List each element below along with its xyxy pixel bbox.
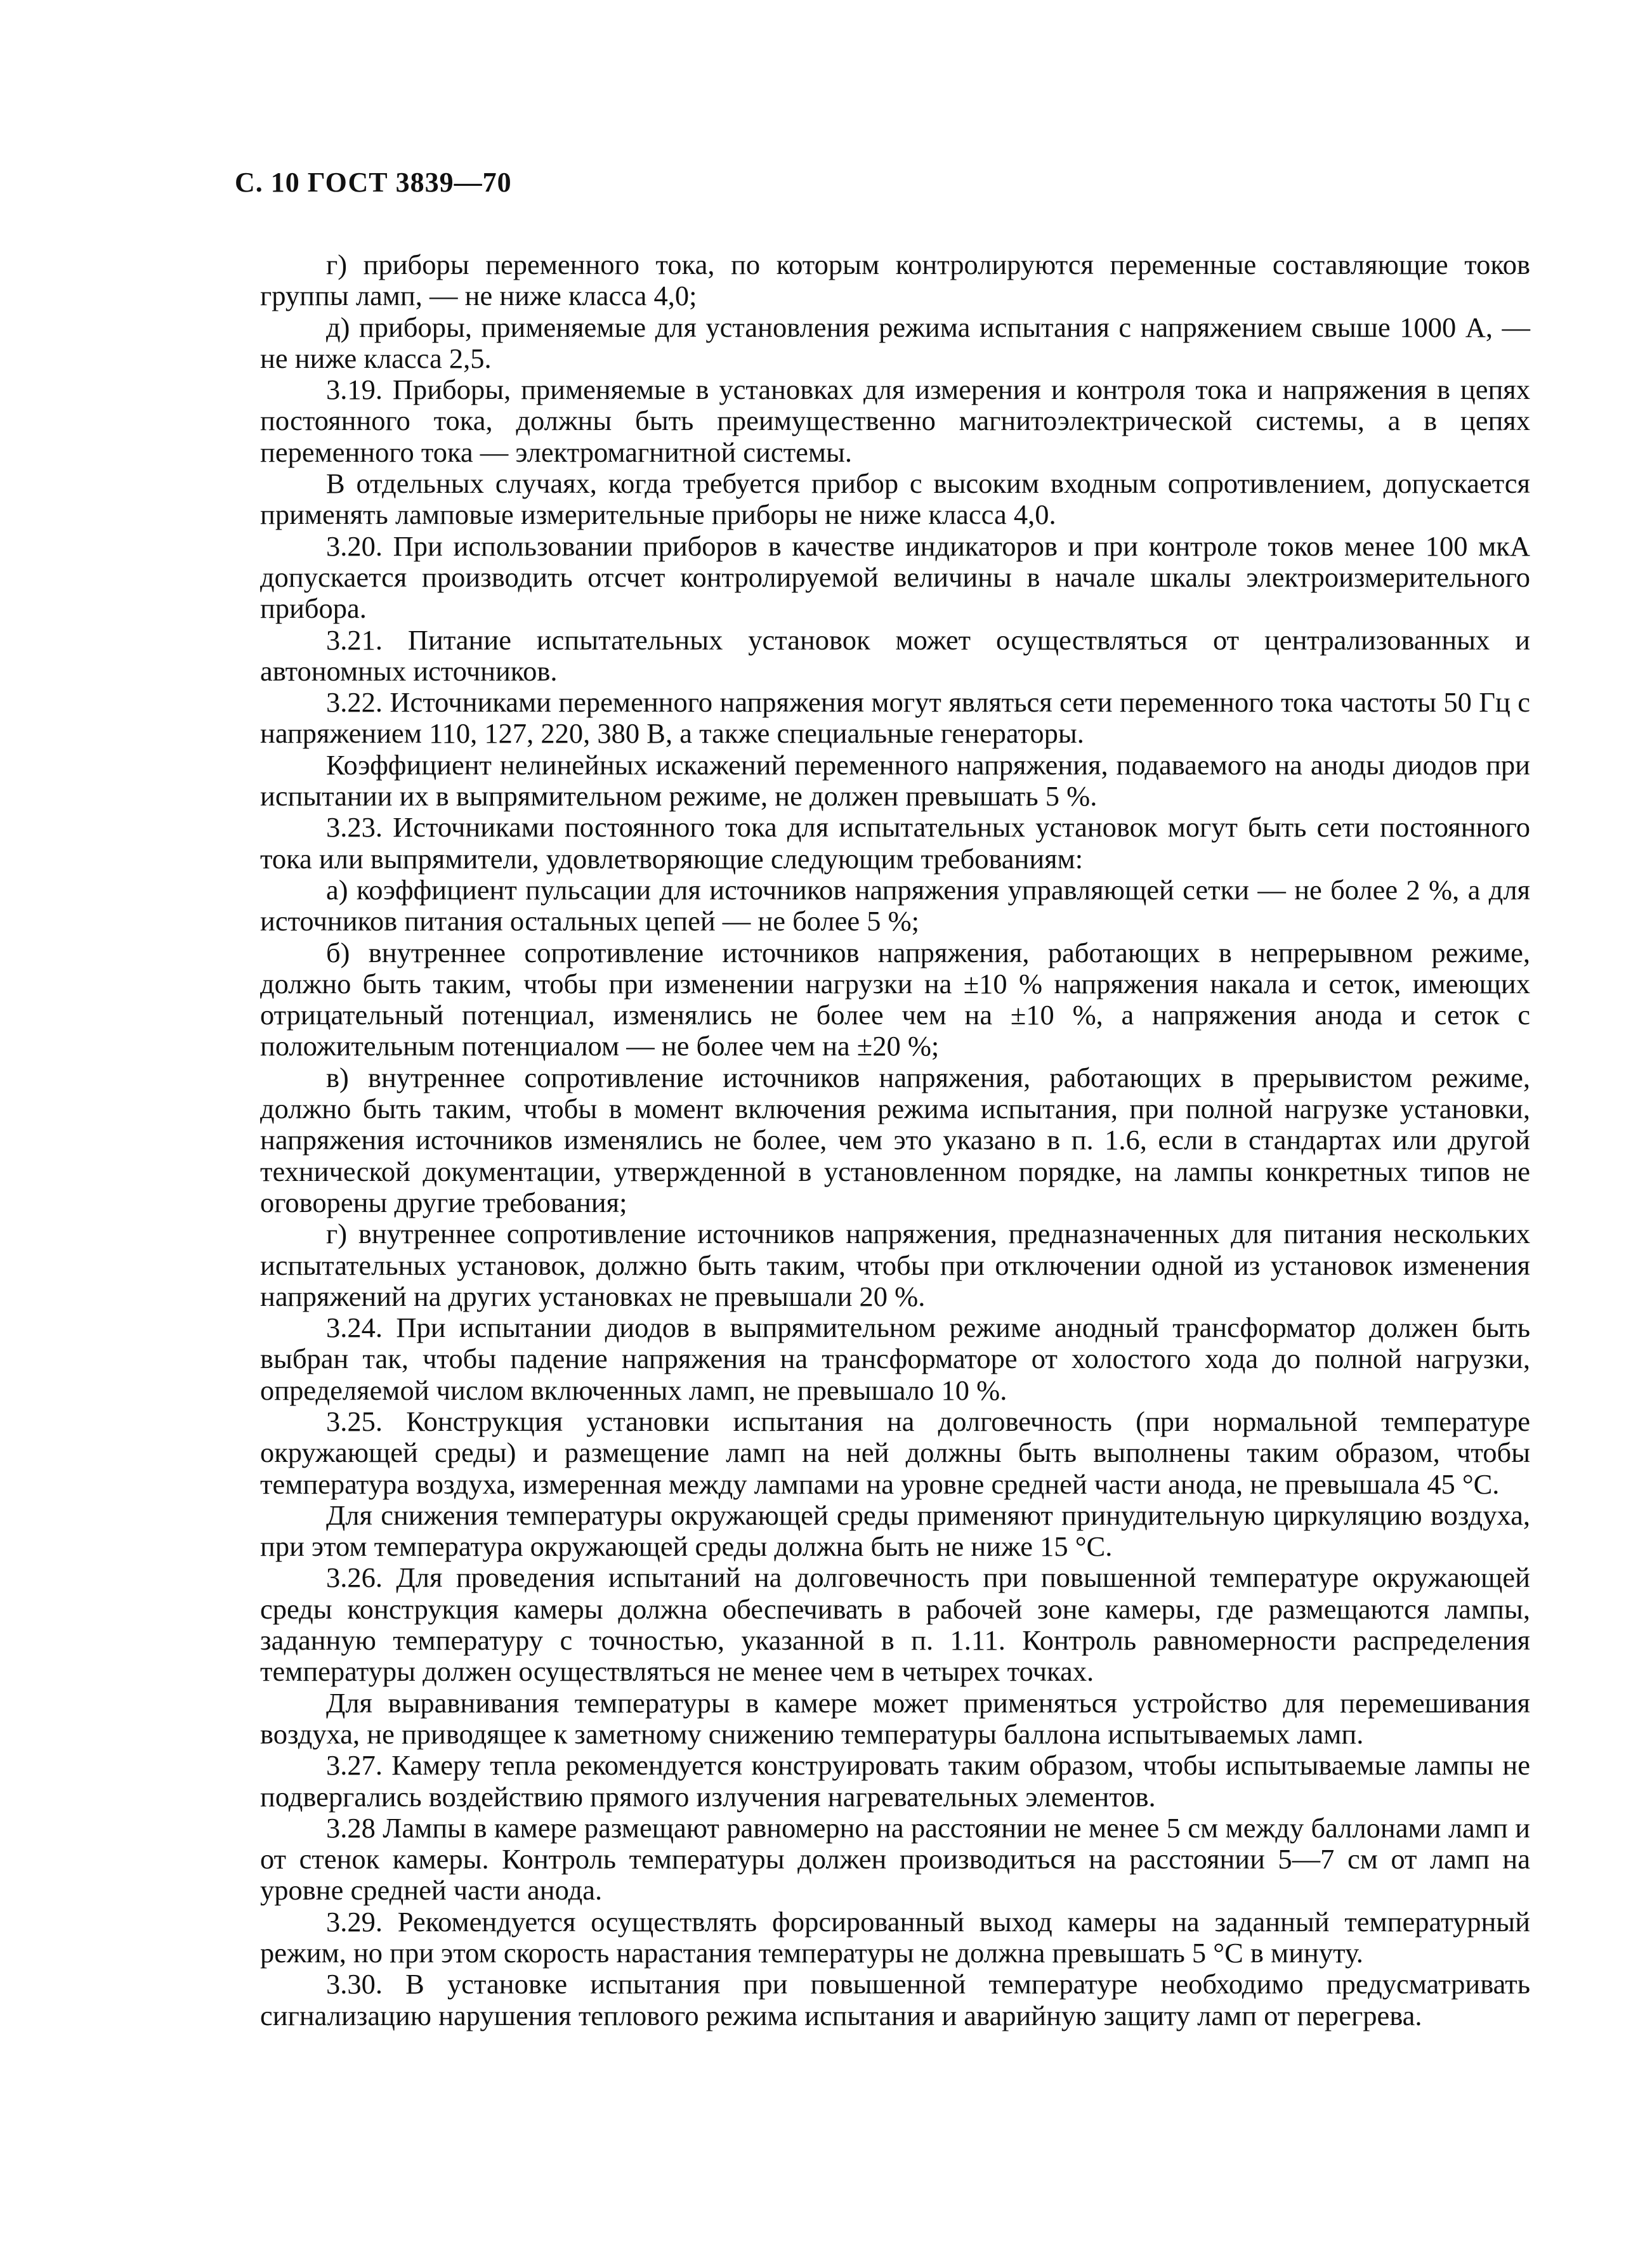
paragraph-3-30: 3.30. В установке испытания при повышенной температуре необходимо предусматривать сигнализацию нарушения теплового режима испытания и аварийную защиту ламп от перегрева. [260, 1968, 1530, 2031]
paragraph-3-23-v: в) внутреннее сопротивление источников напряжения, работающих в прерывистом режиме, должно быть таким, чтобы в момент включения режима испытания, при полной нагрузке установки, напряжения источников изменялись не более, чем это указано в п. 1.6, если в стандартах или другой технической документации, утвержденной в установленном порядке, на лампы конкретных типов не оговорены другие требования; [260, 1061, 1530, 1218]
paragraph-3-26-note: Для выравнивания температуры в камере может применяться устройство для перемешивания воздуха, не приводящее к заметному снижению температуры баллона испытываемых ламп. [260, 1686, 1530, 1750]
paragraph-3-25-note: Для снижения температуры окружающей среды применяют принудительную циркуляцию воздуха, при этом температура окружающей среды должна быть не ниже 15 °С. [260, 1499, 1530, 1563]
page-label: С. 10 [235, 167, 300, 198]
paragraph-3-23-a: а) коэффициент пульсации для источников напряжения управляющей сетки — не более 2 %, а для источников питания остальных цепей — не более 5 %; [260, 873, 1530, 937]
paragraph-3-25: 3.25. Конструкция установки испытания на долговечность (при нормальной температуре окружающей среды) и размещение ламп на ней должны быть выполнены таким образом, чтобы температура воздуха, измеренная между лампами на уровне средней части анода, не превышала 45 °С. [260, 1405, 1530, 1500]
paragraph-3-23-g: г) внутреннее сопротивление источников напряжения, предназначенных для питания нескольких испытательных установок, должно быть таким, чтобы при отключении одной из установок изменения напряжений на других установках не превышали 20 %. [260, 1218, 1530, 1312]
paragraph-item-g: г) приборы переменного тока, по которым контролируются переменные составляющие токов группы ламп, — не ниже класса 4,0; [260, 249, 1530, 312]
paragraph-3-26: 3.26. Для проведения испытаний на долговечность при повышенной температуре окружающей среды конструкция камеры должна обеспечивать в рабочей зоне камеры, где размещаются лампы, заданную температуру с точностью, указанной в п. 1.11. Контроль равномерности распределения температуры должен осуществляться не менее чем в четырех точках. [260, 1561, 1530, 1688]
paragraph-3-22-note: Коэффициент нелинейных искажений переменного напряжения, подаваемого на аноды диодов при испытании их в выпрямительном режиме, не должен превышать 5 %. [260, 748, 1530, 812]
paragraph-3-21: 3.21. Питание испытательных установок может осуществляться от централизованных и автономных источников. [260, 623, 1530, 687]
paragraph-3-19: 3.19. Приборы, применяемые в установках для измерения и контроля тока и напряжения в цепях постоянного тока, должны быть преимущественно магнитоэлектрической системы, а в цепях переменного тока — электромагнитной системы. [260, 374, 1530, 468]
paragraph-3-22: 3.22. Источниками переменного напряжения могут являться сети переменного тока частоты 50 Гц с напряжением 110, 127, 220, 380 В, а также специальные генераторы. [260, 686, 1530, 750]
document-body [260, 249, 1530, 2031]
paragraph-3-20: 3.20. При использовании приборов в качестве индикаторов и при контроле токов менее 100 мкА допускается производить отсчет контролируемой величины в начале шкалы электроизмерительного прибора. [260, 530, 1530, 625]
paragraph-3-28: 3.28 Лампы в камере размещают равномерно на расстоянии не менее 5 см между баллонами ламп и от стенок камеры. Контроль температуры должен производиться на расстоянии 5—7 см от ламп на уровне средней части анода. [260, 1811, 1530, 1906]
paragraph-3-24: 3.24. При испытании диодов в выпрямительном режиме анодный трансформатор должен быть выбран так, чтобы падение напряжения на трансформаторе от холостого хода до полной нагрузки, определяемой числом включенных ламп, не превышало 10 %. [260, 1312, 1530, 1406]
paragraph-3-23-b: б) внутреннее сопротивление источников напряжения, работающих в непрерывном режиме, должно быть таким, чтобы при изменении нагрузки на ±10 % напряжения накала и сеток, имеющих отрицательный потенциал, изменялись не более чем на ±10 %, а напряжения анода и сеток с положительным потенциалом — не более чем на ±20 %; [260, 936, 1530, 1062]
paragraph-3-23: 3.23. Источниками постоянного тока для испытательных установок могут быть сети постоянного тока или выпрямители, удовлетворяющие следующим требованиям: [260, 811, 1530, 875]
standard-title: ГОСТ 3839—70 [307, 167, 512, 198]
paragraph-3-27: 3.27. Камеру тепла рекомендуется конструировать таким образом, чтобы испытываемые лампы не подвергались воздействию прямого излучения нагревательных элементов. [260, 1749, 1530, 1813]
paragraph-item-d: д) приборы, применяемые для установления режима испытания с напряжением свыше 1000 А, — не ниже класса 2,5. [260, 311, 1530, 374]
page-header [235, 166, 512, 199]
paragraph-3-29: 3.29. Рекомендуется осуществлять форсированный выход камеры на заданный температурный режим, но при этом скорость нарастания температуры не должна превышать 5 °С в минуту. [260, 1905, 1530, 1969]
paragraph-3-19-note: В отдельных случаях, когда требуется прибор с высоким входным сопротивлением, допускается применять ламповые измерительные приборы не ниже класса 4,0. [260, 467, 1530, 531]
